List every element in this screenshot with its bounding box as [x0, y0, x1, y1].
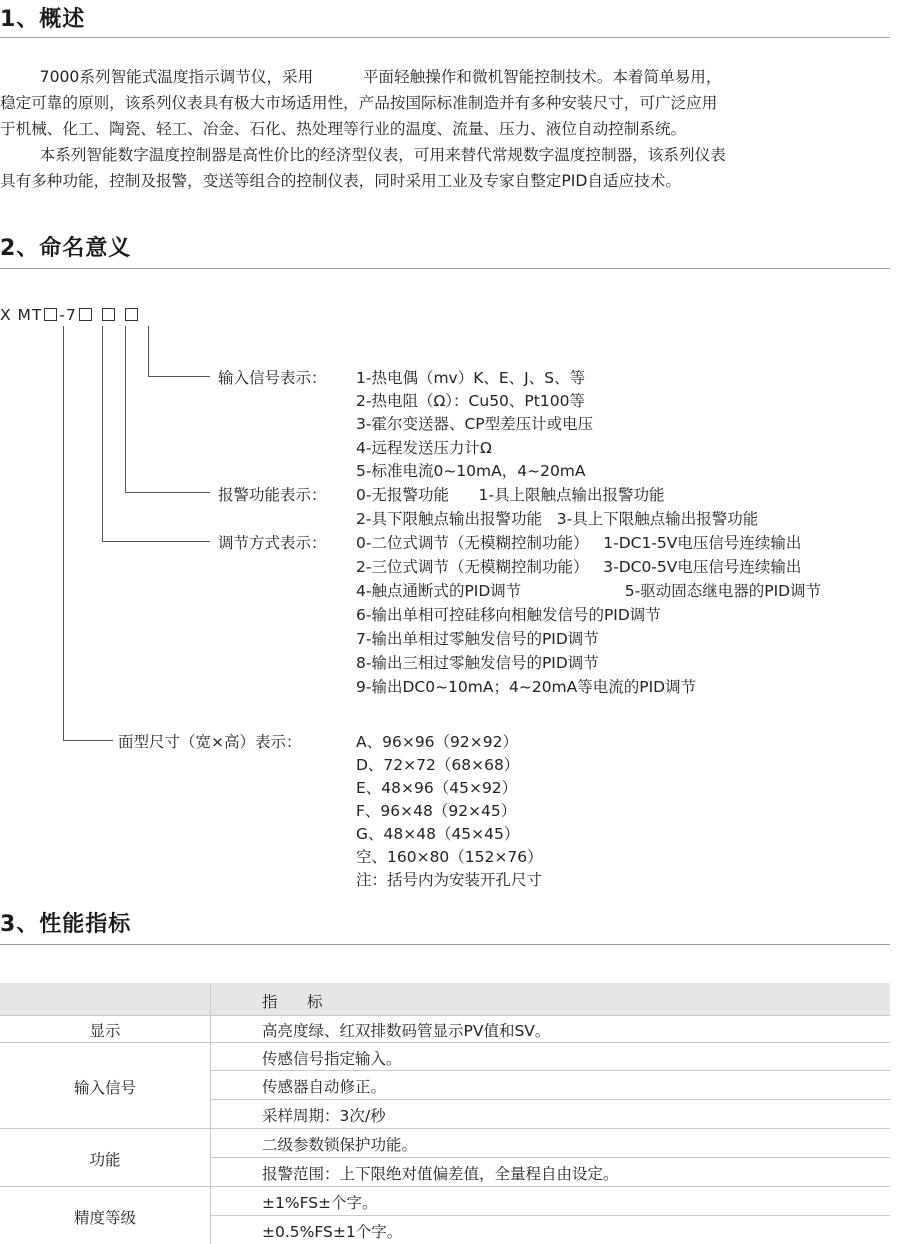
- naming-label-alarm: 报警功能表示：: [218, 486, 327, 504]
- naming-option: 6-输出单相可控硅移向相触发信号的PID调节: [356, 606, 661, 624]
- overview-line: 稳定可靠的原则，该系列仪表具有极大市场适用性，产品按国际标准制造并有多种安装尺寸，可广泛应用: [0, 94, 718, 112]
- table-header-label: 指 标: [262, 993, 323, 1011]
- naming-option: 1-热电偶（mv）K、E、J、S、等: [356, 369, 586, 387]
- table-row-divider: [0, 1128, 890, 1129]
- placeholder-box-icon: [44, 308, 57, 321]
- table-cell: 报警范围：上下限绝对值偏差值，全量程自由设定。: [262, 1165, 619, 1183]
- connector-line: [63, 326, 64, 740]
- table-cell: ±1%FS±个字。: [262, 1194, 378, 1212]
- section-divider: [0, 268, 890, 269]
- table-row-divider: [0, 1186, 890, 1187]
- naming-option: A、96×96（92×92）: [356, 733, 518, 751]
- overview-line: 于机械、化工、陶瓷、轻工、冶金、石化、热处理等行业的温度、流量、压力、液位自动控制系统。: [0, 120, 687, 138]
- naming-option: 0-无报警功能 1-具上限触点输出报警功能: [356, 486, 665, 504]
- naming-option: D、72×72（68×68）: [356, 756, 520, 774]
- table-cell: 传感信号指定输入。: [262, 1050, 402, 1068]
- naming-label-control-mode: 调节方式表示：: [218, 534, 327, 552]
- table-header: [0, 983, 890, 1015]
- naming-option: 3-霍尔变送器、CP型差压计或电压: [356, 415, 594, 433]
- naming-option: 2-具下限触点输出报警功能 3-具上下限触点输出报警功能: [356, 510, 759, 528]
- connector-line: [125, 326, 126, 492]
- model-code-prefix: X MT: [0, 306, 43, 324]
- table-category-precision: 精度等级: [73, 1209, 136, 1227]
- naming-option: G、48×48（45×45）: [356, 825, 520, 843]
- table-column-divider: [210, 983, 211, 1244]
- naming-option: 空、160×80（152×76）: [356, 848, 543, 866]
- table-category-display: 显示: [89, 1022, 121, 1040]
- section-title-naming: 2、命名意义: [0, 236, 132, 261]
- overview-paragraph: [0, 64, 900, 194]
- naming-option: 2-三位式调节（无模糊控制功能） 3-DC0-5V电压信号连续输出: [356, 558, 802, 576]
- naming-label-input-signal: 输入信号表示：: [218, 369, 327, 387]
- table-cell: 采样周期：3次/秒: [262, 1107, 386, 1125]
- connector-line: [148, 376, 210, 377]
- section-divider: [0, 944, 890, 945]
- section-title-overview: 1、概述: [0, 7, 86, 32]
- overview-line: 本系列智能数字温度控制器是高性价比的经济型仪表，可用来替代常规数字温度控制器，该系列仪表: [0, 146, 726, 164]
- table-row-divider: [0, 1015, 890, 1016]
- connector-line: [148, 326, 149, 376]
- section-title-performance: 3、性能指标: [0, 912, 132, 937]
- naming-option: 7-输出单相过零触发信号的PID调节: [356, 630, 599, 648]
- naming-option: E、48×96（45×92）: [356, 779, 518, 797]
- model-code: [0, 306, 140, 324]
- table-subrow-divider: [210, 1070, 890, 1071]
- table-cell: 二级参数锁保护功能。: [262, 1136, 418, 1154]
- naming-option: F、96×48（92×45）: [356, 802, 517, 820]
- naming-note: 注：括号内为安装开孔尺寸: [356, 871, 543, 889]
- table-subrow-divider: [210, 1099, 890, 1100]
- naming-label-panel-size: 面型尺寸（宽×高）表示：: [118, 733, 302, 751]
- naming-option: 2-热电阻（Ω）：Cu50、Pt100等: [356, 392, 585, 410]
- table-cell: 传感器自动修正。: [262, 1078, 387, 1096]
- model-code-mid: -7: [59, 306, 77, 324]
- connector-line: [63, 740, 113, 741]
- section-divider: [0, 37, 890, 38]
- naming-option: 8-输出三相过零触发信号的PID调节: [356, 654, 599, 672]
- connector-line: [102, 326, 103, 541]
- table-subrow-divider: [210, 1157, 890, 1158]
- placeholder-box-icon: [125, 308, 138, 321]
- overview-line: 7000系列智能式温度指示调节仪，采用 平面轻触操作和微机智能控制技术。本着简单易用，: [0, 68, 722, 86]
- table-cell: ±0.5%FS±1个字。: [262, 1223, 403, 1241]
- overview-line: 具有多种功能，控制及报警，变送等组合的控制仪表，同时采用工业及专家自整定PID自适应技术。: [0, 172, 681, 190]
- naming-option: 0-二位式调节（无模糊控制功能） 1-DC1-5V电压信号连续输出: [356, 534, 802, 552]
- naming-option: 4-远程发送压力计Ω: [356, 439, 492, 457]
- naming-option: 4-触点通断式的PID调节 5-驱动固态继电器的PID调节: [356, 582, 822, 600]
- naming-option: 5-标准电流0~10mA，4~20mA: [356, 462, 586, 480]
- connector-line: [125, 492, 210, 493]
- placeholder-box-icon: [79, 308, 92, 321]
- placeholder-box-icon: [102, 308, 115, 321]
- table-cell: 高亮度绿、红双排数码管显示PV值和SV。: [262, 1022, 551, 1040]
- table-category-input: 输入信号: [73, 1079, 136, 1097]
- connector-line: [102, 541, 210, 542]
- table-subrow-divider: [210, 1215, 890, 1216]
- naming-option: 9-输出DC0~10mA；4~20mA等电流的PID调节: [356, 678, 697, 696]
- table-category-function: 功能: [89, 1151, 121, 1169]
- table-row-divider: [0, 1042, 890, 1043]
